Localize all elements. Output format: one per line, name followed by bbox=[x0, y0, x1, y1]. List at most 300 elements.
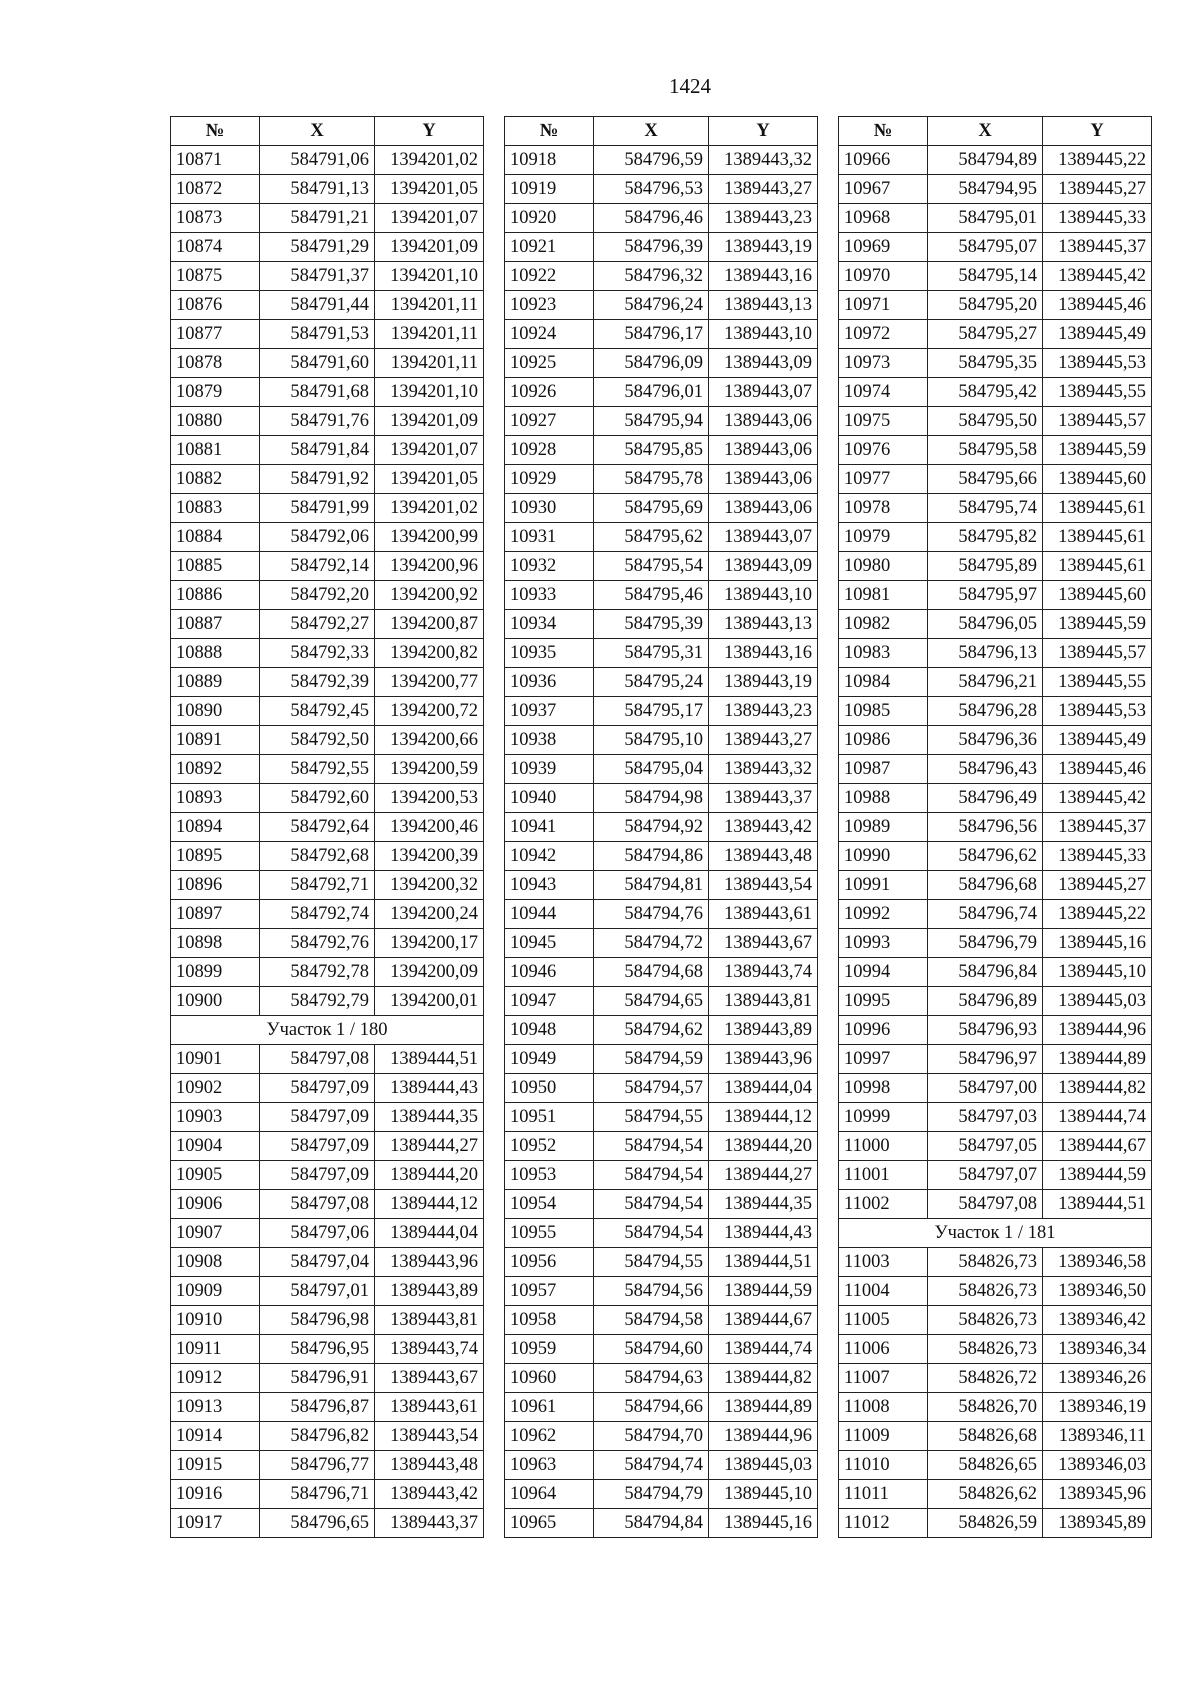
x-value: 584796,36 bbox=[928, 726, 1043, 755]
x-value: 584792,55 bbox=[260, 755, 375, 784]
point-number: 10990 bbox=[839, 842, 928, 871]
table-row bbox=[839, 581, 1152, 610]
x-value: 584792,74 bbox=[260, 900, 375, 929]
y-value: 1389346,50 bbox=[1043, 1277, 1152, 1306]
point-number: 10930 bbox=[505, 494, 594, 523]
x-value: 584791,29 bbox=[260, 233, 375, 262]
y-value: 1389443,42 bbox=[375, 1480, 484, 1509]
point-number: 10917 bbox=[171, 1509, 260, 1538]
table-row bbox=[171, 668, 484, 697]
y-value: 1389444,51 bbox=[709, 1248, 818, 1277]
x-value: 584794,55 bbox=[594, 1103, 709, 1132]
table-row bbox=[839, 1393, 1152, 1422]
table-row bbox=[171, 291, 484, 320]
y-value: 1389445,61 bbox=[1043, 494, 1152, 523]
table-row bbox=[839, 1248, 1152, 1277]
x-value: 584796,32 bbox=[594, 262, 709, 291]
table-row bbox=[171, 523, 484, 552]
point-number: 10950 bbox=[505, 1074, 594, 1103]
coordinates-table-1 bbox=[170, 116, 484, 1538]
y-value: 1394200,46 bbox=[375, 813, 484, 842]
table-row bbox=[171, 349, 484, 378]
x-value: 584826,73 bbox=[928, 1248, 1043, 1277]
point-number: 10915 bbox=[171, 1451, 260, 1480]
x-value: 584795,31 bbox=[594, 639, 709, 668]
x-value: 584796,59 bbox=[594, 146, 709, 175]
table-row bbox=[839, 552, 1152, 581]
table-row bbox=[505, 842, 818, 871]
y-value: 1389444,82 bbox=[709, 1364, 818, 1393]
x-value: 584794,79 bbox=[594, 1480, 709, 1509]
y-value: 1394200,09 bbox=[375, 958, 484, 987]
y-value: 1389444,12 bbox=[375, 1190, 484, 1219]
y-value: 1389346,34 bbox=[1043, 1335, 1152, 1364]
point-number: 10973 bbox=[839, 349, 928, 378]
y-value: 1389444,20 bbox=[709, 1132, 818, 1161]
y-value: 1389444,51 bbox=[375, 1045, 484, 1074]
x-value: 584795,24 bbox=[594, 668, 709, 697]
y-value: 1389444,82 bbox=[1043, 1074, 1152, 1103]
x-value: 584826,65 bbox=[928, 1451, 1043, 1480]
point-number: 10905 bbox=[171, 1161, 260, 1190]
y-value: 1389444,43 bbox=[709, 1219, 818, 1248]
y-value: 1394200,32 bbox=[375, 871, 484, 900]
table-row bbox=[171, 958, 484, 987]
point-number: 10876 bbox=[171, 291, 260, 320]
table-row bbox=[839, 1045, 1152, 1074]
y-value: 1389443,13 bbox=[709, 291, 818, 320]
x-value: 584797,08 bbox=[928, 1190, 1043, 1219]
y-value: 1394200,99 bbox=[375, 523, 484, 552]
point-number: 10878 bbox=[171, 349, 260, 378]
point-number: 10889 bbox=[171, 668, 260, 697]
x-value: 584795,07 bbox=[928, 233, 1043, 262]
y-value: 1389445,16 bbox=[1043, 929, 1152, 958]
point-number: 10877 bbox=[171, 320, 260, 349]
point-number: 11007 bbox=[839, 1364, 928, 1393]
x-value: 584795,14 bbox=[928, 262, 1043, 291]
point-number: 11010 bbox=[839, 1451, 928, 1480]
table-row bbox=[839, 175, 1152, 204]
point-number: 10945 bbox=[505, 929, 594, 958]
column-header-number: № bbox=[839, 117, 928, 146]
y-value: 1389443,09 bbox=[709, 552, 818, 581]
x-value: 584795,82 bbox=[928, 523, 1043, 552]
x-value: 584794,56 bbox=[594, 1277, 709, 1306]
point-number: 10987 bbox=[839, 755, 928, 784]
y-value: 1389443,32 bbox=[709, 146, 818, 175]
x-value: 584794,68 bbox=[594, 958, 709, 987]
point-number: 10922 bbox=[505, 262, 594, 291]
table-row bbox=[839, 378, 1152, 407]
y-value: 1389444,12 bbox=[709, 1103, 818, 1132]
y-value: 1389443,48 bbox=[375, 1451, 484, 1480]
x-value: 584792,20 bbox=[260, 581, 375, 610]
table-row bbox=[171, 755, 484, 784]
point-number: 11012 bbox=[839, 1509, 928, 1538]
y-value: 1389445,42 bbox=[1043, 784, 1152, 813]
y-value: 1389443,89 bbox=[375, 1277, 484, 1306]
x-value: 584796,53 bbox=[594, 175, 709, 204]
y-value: 1389346,11 bbox=[1043, 1422, 1152, 1451]
table-row bbox=[171, 552, 484, 581]
y-value: 1389443,16 bbox=[709, 639, 818, 668]
x-value: 584794,54 bbox=[594, 1161, 709, 1190]
y-value: 1389445,03 bbox=[1043, 987, 1152, 1016]
x-value: 584796,13 bbox=[928, 639, 1043, 668]
point-number: 10928 bbox=[505, 436, 594, 465]
y-value: 1394201,10 bbox=[375, 378, 484, 407]
point-number: 10881 bbox=[171, 436, 260, 465]
table-row bbox=[839, 1509, 1152, 1538]
y-value: 1394200,82 bbox=[375, 639, 484, 668]
column-header-number: № bbox=[171, 117, 260, 146]
table-row bbox=[839, 1335, 1152, 1364]
x-value: 584795,69 bbox=[594, 494, 709, 523]
y-value: 1389445,33 bbox=[1043, 204, 1152, 233]
table-row bbox=[505, 1451, 818, 1480]
point-number: 10894 bbox=[171, 813, 260, 842]
y-value: 1394201,07 bbox=[375, 204, 484, 233]
column-header-number: № bbox=[505, 117, 594, 146]
table-row bbox=[839, 494, 1152, 523]
y-value: 1389444,67 bbox=[709, 1306, 818, 1335]
y-value: 1394201,05 bbox=[375, 175, 484, 204]
table-row bbox=[171, 1306, 484, 1335]
x-value: 584792,45 bbox=[260, 697, 375, 726]
point-number: 10872 bbox=[171, 175, 260, 204]
y-value: 1394200,96 bbox=[375, 552, 484, 581]
y-value: 1389445,49 bbox=[1043, 320, 1152, 349]
x-value: 584796,39 bbox=[594, 233, 709, 262]
y-value: 1394200,53 bbox=[375, 784, 484, 813]
y-value: 1389443,10 bbox=[709, 320, 818, 349]
point-number: 10882 bbox=[171, 465, 260, 494]
point-number: 10908 bbox=[171, 1248, 260, 1277]
y-value: 1389443,13 bbox=[709, 610, 818, 639]
table-row bbox=[505, 726, 818, 755]
y-value: 1389443,19 bbox=[709, 668, 818, 697]
point-number: 10909 bbox=[171, 1277, 260, 1306]
x-value: 584796,91 bbox=[260, 1364, 375, 1393]
x-value: 584791,92 bbox=[260, 465, 375, 494]
table-row bbox=[839, 291, 1152, 320]
point-number: 10983 bbox=[839, 639, 928, 668]
x-value: 584791,99 bbox=[260, 494, 375, 523]
table-row bbox=[839, 1306, 1152, 1335]
point-number: 10926 bbox=[505, 378, 594, 407]
point-number: 10895 bbox=[171, 842, 260, 871]
table-row bbox=[171, 407, 484, 436]
point-number: 10991 bbox=[839, 871, 928, 900]
table-row bbox=[171, 1480, 484, 1509]
x-value: 584795,85 bbox=[594, 436, 709, 465]
y-value: 1389444,43 bbox=[375, 1074, 484, 1103]
y-value: 1389444,96 bbox=[709, 1422, 818, 1451]
table-row bbox=[505, 1277, 818, 1306]
x-value: 584794,54 bbox=[594, 1132, 709, 1161]
x-value: 584796,62 bbox=[928, 842, 1043, 871]
x-value: 584796,01 bbox=[594, 378, 709, 407]
point-number: 10949 bbox=[505, 1045, 594, 1074]
section-label: Участок 1 / 180 bbox=[171, 1016, 484, 1045]
y-value: 1394201,05 bbox=[375, 465, 484, 494]
table-row bbox=[171, 1132, 484, 1161]
table-row bbox=[171, 320, 484, 349]
y-value: 1389445,49 bbox=[1043, 726, 1152, 755]
x-value: 584792,71 bbox=[260, 871, 375, 900]
table-row bbox=[505, 233, 818, 262]
y-value: 1389443,16 bbox=[709, 262, 818, 291]
x-value: 584795,58 bbox=[928, 436, 1043, 465]
table-row bbox=[505, 784, 818, 813]
x-value: 584796,68 bbox=[928, 871, 1043, 900]
table-row bbox=[171, 494, 484, 523]
point-number: 10925 bbox=[505, 349, 594, 378]
table-row bbox=[171, 175, 484, 204]
y-value: 1389443,81 bbox=[709, 987, 818, 1016]
table-row bbox=[171, 1509, 484, 1538]
point-number: 10962 bbox=[505, 1422, 594, 1451]
y-value: 1389445,46 bbox=[1043, 291, 1152, 320]
y-value: 1389445,60 bbox=[1043, 581, 1152, 610]
table-row bbox=[171, 146, 484, 175]
y-value: 1394201,09 bbox=[375, 233, 484, 262]
x-value: 584794,84 bbox=[594, 1509, 709, 1538]
table-row bbox=[171, 1074, 484, 1103]
table-row bbox=[505, 871, 818, 900]
y-value: 1394201,09 bbox=[375, 407, 484, 436]
point-number: 10951 bbox=[505, 1103, 594, 1132]
x-value: 584795,04 bbox=[594, 755, 709, 784]
table-row bbox=[505, 552, 818, 581]
table-row bbox=[839, 755, 1152, 784]
x-value: 584796,95 bbox=[260, 1335, 375, 1364]
table-row bbox=[505, 1045, 818, 1074]
y-value: 1389443,37 bbox=[375, 1509, 484, 1538]
table-row bbox=[505, 581, 818, 610]
x-value: 584794,89 bbox=[928, 146, 1043, 175]
table-row bbox=[505, 1219, 818, 1248]
point-number: 10964 bbox=[505, 1480, 594, 1509]
point-number: 11006 bbox=[839, 1335, 928, 1364]
y-value: 1389443,37 bbox=[709, 784, 818, 813]
point-number: 10935 bbox=[505, 639, 594, 668]
y-value: 1389444,89 bbox=[709, 1393, 818, 1422]
table-row bbox=[171, 697, 484, 726]
point-number: 10971 bbox=[839, 291, 928, 320]
x-value: 584797,08 bbox=[260, 1190, 375, 1219]
table-row bbox=[505, 987, 818, 1016]
point-number: 10981 bbox=[839, 581, 928, 610]
x-value: 584795,27 bbox=[928, 320, 1043, 349]
y-value: 1389445,37 bbox=[1043, 813, 1152, 842]
x-value: 584796,17 bbox=[594, 320, 709, 349]
y-value: 1389445,53 bbox=[1043, 697, 1152, 726]
x-value: 584797,09 bbox=[260, 1103, 375, 1132]
x-value: 584794,63 bbox=[594, 1364, 709, 1393]
point-number: 10898 bbox=[171, 929, 260, 958]
x-value: 584795,62 bbox=[594, 523, 709, 552]
y-value: 1389346,26 bbox=[1043, 1364, 1152, 1393]
y-value: 1389445,42 bbox=[1043, 262, 1152, 291]
y-value: 1389445,16 bbox=[709, 1509, 818, 1538]
table-row bbox=[505, 1016, 818, 1045]
point-number: 10943 bbox=[505, 871, 594, 900]
table-row bbox=[171, 1393, 484, 1422]
y-value: 1389445,53 bbox=[1043, 349, 1152, 378]
x-value: 584797,09 bbox=[260, 1161, 375, 1190]
point-number: 10974 bbox=[839, 378, 928, 407]
table-row bbox=[505, 1161, 818, 1190]
table-row bbox=[171, 726, 484, 755]
point-number: 10993 bbox=[839, 929, 928, 958]
table-row bbox=[171, 378, 484, 407]
table-row bbox=[839, 1480, 1152, 1509]
y-value: 1389346,42 bbox=[1043, 1306, 1152, 1335]
y-value: 1394200,59 bbox=[375, 755, 484, 784]
table-row bbox=[505, 262, 818, 291]
y-value: 1389345,96 bbox=[1043, 1480, 1152, 1509]
y-value: 1389445,61 bbox=[1043, 552, 1152, 581]
y-value: 1389443,74 bbox=[709, 958, 818, 987]
point-number: 10906 bbox=[171, 1190, 260, 1219]
x-value: 584826,59 bbox=[928, 1509, 1043, 1538]
x-value: 584791,21 bbox=[260, 204, 375, 233]
x-value: 584796,65 bbox=[260, 1509, 375, 1538]
table-row bbox=[171, 987, 484, 1016]
point-number: 10963 bbox=[505, 1451, 594, 1480]
x-value: 584826,73 bbox=[928, 1306, 1043, 1335]
y-value: 1389444,96 bbox=[1043, 1016, 1152, 1045]
y-value: 1389443,23 bbox=[709, 204, 818, 233]
point-number: 10980 bbox=[839, 552, 928, 581]
point-number: 11011 bbox=[839, 1480, 928, 1509]
y-value: 1389443,06 bbox=[709, 465, 818, 494]
table-row bbox=[171, 262, 484, 291]
table-row bbox=[505, 320, 818, 349]
y-value: 1389444,51 bbox=[1043, 1190, 1152, 1219]
section-row bbox=[839, 1219, 1152, 1248]
x-value: 584791,37 bbox=[260, 262, 375, 291]
y-value: 1389443,10 bbox=[709, 581, 818, 610]
point-number: 10913 bbox=[171, 1393, 260, 1422]
x-value: 584795,89 bbox=[928, 552, 1043, 581]
table-row bbox=[839, 726, 1152, 755]
table-row bbox=[505, 958, 818, 987]
x-value: 584795,97 bbox=[928, 581, 1043, 610]
point-number: 10961 bbox=[505, 1393, 594, 1422]
table-row bbox=[171, 639, 484, 668]
point-number: 10907 bbox=[171, 1219, 260, 1248]
table-row bbox=[171, 436, 484, 465]
point-number: 10897 bbox=[171, 900, 260, 929]
point-number: 10995 bbox=[839, 987, 928, 1016]
table-row bbox=[505, 1393, 818, 1422]
table-header-row bbox=[839, 117, 1152, 146]
table-row bbox=[839, 1103, 1152, 1132]
x-value: 584792,60 bbox=[260, 784, 375, 813]
y-value: 1389443,67 bbox=[709, 929, 818, 958]
point-number: 10873 bbox=[171, 204, 260, 233]
y-value: 1389444,35 bbox=[375, 1103, 484, 1132]
y-value: 1389443,27 bbox=[709, 726, 818, 755]
table-row bbox=[171, 1451, 484, 1480]
column-header-x: X bbox=[594, 117, 709, 146]
x-value: 584795,94 bbox=[594, 407, 709, 436]
point-number: 10956 bbox=[505, 1248, 594, 1277]
y-value: 1389443,23 bbox=[709, 697, 818, 726]
y-value: 1389346,19 bbox=[1043, 1393, 1152, 1422]
table-row bbox=[171, 900, 484, 929]
table-row bbox=[171, 1161, 484, 1190]
point-number: 10920 bbox=[505, 204, 594, 233]
y-value: 1389445,55 bbox=[1043, 668, 1152, 697]
table-row bbox=[839, 436, 1152, 465]
point-number: 10994 bbox=[839, 958, 928, 987]
point-number: 10924 bbox=[505, 320, 594, 349]
y-value: 1389444,59 bbox=[709, 1277, 818, 1306]
table-row bbox=[171, 813, 484, 842]
point-number: 10884 bbox=[171, 523, 260, 552]
x-value: 584792,79 bbox=[260, 987, 375, 1016]
x-value: 584797,04 bbox=[260, 1248, 375, 1277]
y-value: 1389445,59 bbox=[1043, 436, 1152, 465]
x-value: 584794,59 bbox=[594, 1045, 709, 1074]
x-value: 584794,92 bbox=[594, 813, 709, 842]
table-row bbox=[171, 842, 484, 871]
table-row bbox=[839, 668, 1152, 697]
table-row bbox=[171, 1248, 484, 1277]
x-value: 584795,74 bbox=[928, 494, 1043, 523]
table-row bbox=[839, 697, 1152, 726]
x-value: 584796,09 bbox=[594, 349, 709, 378]
y-value: 1389443,96 bbox=[375, 1248, 484, 1277]
y-value: 1394201,11 bbox=[375, 349, 484, 378]
table-row bbox=[171, 581, 484, 610]
table-row bbox=[505, 349, 818, 378]
x-value: 584794,86 bbox=[594, 842, 709, 871]
point-number: 10883 bbox=[171, 494, 260, 523]
table-row bbox=[505, 1364, 818, 1393]
table-row bbox=[505, 494, 818, 523]
point-number: 10886 bbox=[171, 581, 260, 610]
x-value: 584797,07 bbox=[928, 1161, 1043, 1190]
table-row bbox=[171, 929, 484, 958]
point-number: 10879 bbox=[171, 378, 260, 407]
point-number: 11008 bbox=[839, 1393, 928, 1422]
point-number: 10967 bbox=[839, 175, 928, 204]
x-value: 584791,44 bbox=[260, 291, 375, 320]
point-number: 10999 bbox=[839, 1103, 928, 1132]
point-number: 10893 bbox=[171, 784, 260, 813]
table-row bbox=[505, 1335, 818, 1364]
x-value: 584797,08 bbox=[260, 1045, 375, 1074]
y-value: 1389445,33 bbox=[1043, 842, 1152, 871]
y-value: 1389444,27 bbox=[375, 1132, 484, 1161]
table-row bbox=[171, 871, 484, 900]
table-row bbox=[839, 929, 1152, 958]
point-number: 10880 bbox=[171, 407, 260, 436]
point-number: 10966 bbox=[839, 146, 928, 175]
table-row bbox=[839, 1132, 1152, 1161]
table-row bbox=[505, 755, 818, 784]
point-number: 10904 bbox=[171, 1132, 260, 1161]
y-value: 1389443,96 bbox=[709, 1045, 818, 1074]
point-number: 10903 bbox=[171, 1103, 260, 1132]
x-value: 584796,89 bbox=[928, 987, 1043, 1016]
point-number: 10992 bbox=[839, 900, 928, 929]
